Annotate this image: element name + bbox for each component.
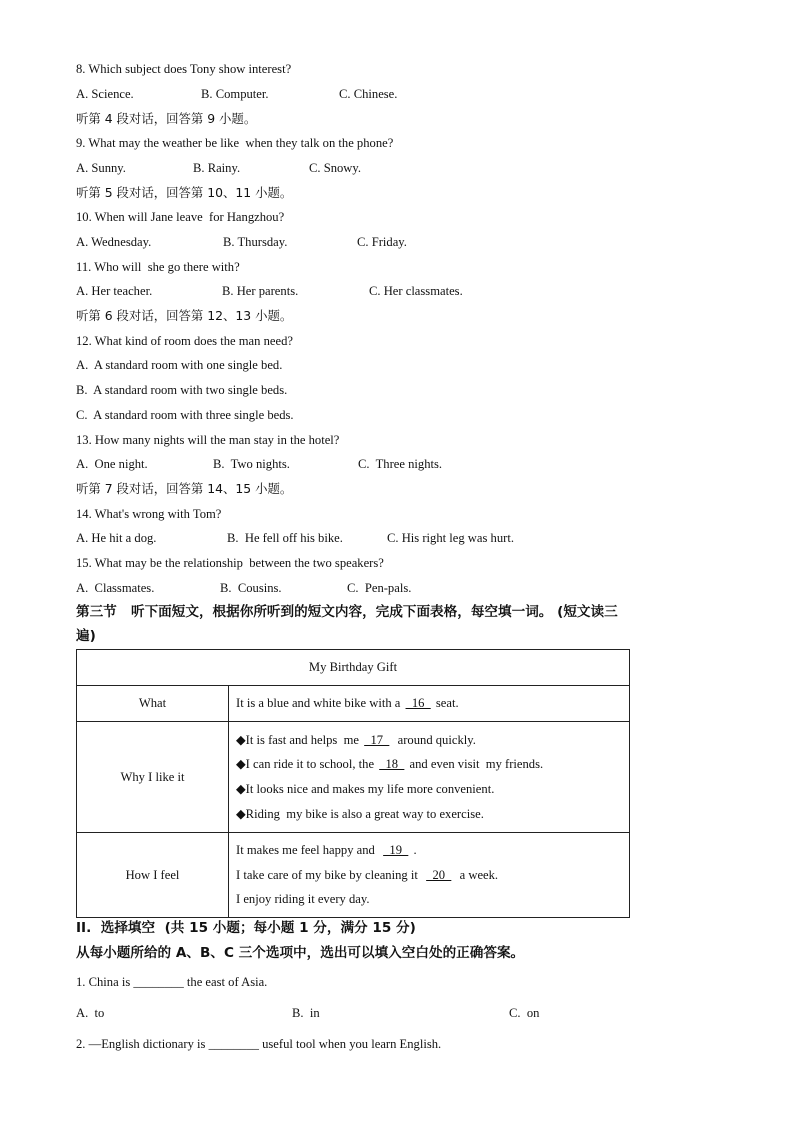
row-content-why <box>229 722 630 833</box>
option-b: B. A standard room with two single beds. <box>76 383 288 397</box>
section-instruction: 听第 4 段对话，回答第 9 小题。 <box>76 111 257 126</box>
option-c: C. on <box>509 1006 540 1020</box>
section-instruction: 听第 7 段对话，回答第 14、15 小题。 <box>76 481 293 496</box>
part2-instruction: 从每小题所给的 A、B、C 三个选项中，选出可以填入空白处的正确答案。 <box>76 945 525 961</box>
option-b: B. Thursday. <box>223 235 288 249</box>
question-text: 13. How many nights will the man stay in the hotel? <box>76 433 340 447</box>
question-text: 9. What may the weather be like when they talk on the phone? <box>76 136 394 150</box>
option-b: B. He fell off his bike. <box>227 531 343 545</box>
question-text: 12. What kind of room does the man need? <box>76 334 293 348</box>
part2-heading: II. 选择填空 (共 15 小题；每小题 1 分，满分 15 分) <box>76 920 416 936</box>
birthday-gift-table <box>76 649 630 918</box>
section-instruction: 听第 5 段对话，回答第 10、11 小题。 <box>76 185 293 200</box>
section-instruction: 听第 6 段对话，回答第 12、13 小题。 <box>76 308 293 323</box>
option-c: C. Her classmates. <box>369 284 463 298</box>
option-c: C. His right leg was hurt. <box>387 531 514 545</box>
row-label-feel: How I feel <box>77 833 229 918</box>
option-a: A. Her teacher. <box>76 284 153 298</box>
option-c: C. Chinese. <box>339 87 398 101</box>
option-a: A. Classmates. <box>76 581 155 595</box>
answer-blank-19[interactable]: 19 <box>383 842 409 857</box>
question-text: 10. When will Jane leave for Hangzhou? <box>76 210 285 224</box>
question-text: 14. What's wrong with Tom? <box>76 507 222 521</box>
row-content-what <box>229 686 630 722</box>
table-line: It makes me feel happy and 19 . <box>236 842 417 857</box>
table-line: It is a blue and white bike with a 16 seat. <box>236 696 459 711</box>
answer-blank-18[interactable]: 18 <box>379 757 405 772</box>
question-text: 1. China is ________ the east of Asia. <box>76 975 268 989</box>
answer-blank-20[interactable]: 20 <box>426 867 452 882</box>
table-line: ◆It looks nice and makes my life more convenient. <box>236 782 495 796</box>
option-c: C. Snowy. <box>309 161 362 175</box>
row-content-feel <box>229 833 630 918</box>
option-a: A. One night. <box>76 457 148 471</box>
section3-heading-cont: 遍) <box>76 628 96 644</box>
option-a: A. A standard room with one single bed. <box>76 358 283 372</box>
option-c: C. Pen-pals. <box>347 581 412 595</box>
option-a: A. Wednesday. <box>76 235 152 249</box>
table-line: ◆Riding my bike is also a great way to exercise. <box>236 806 484 821</box>
option-b: B. Rainy. <box>193 161 241 175</box>
option-a: A. to <box>76 1006 105 1020</box>
option-b: B. Cousins. <box>220 581 282 595</box>
option-a: A. He hit a dog. <box>76 531 157 545</box>
option-b: B. Computer. <box>201 87 269 101</box>
question-text: 15. What may be the relationship between the two speakers? <box>76 556 384 570</box>
option-a: A. Science. <box>76 87 134 101</box>
option-b: B. in <box>292 1006 320 1020</box>
option-c: C. Three nights. <box>358 457 443 471</box>
choice-question-2: 2. —English dictionary is ________ useful tool when you learn English. <box>76 1037 442 1051</box>
question-text: 8. Which subject does Tony show interest? <box>76 62 292 76</box>
table-line: I take care of my bike by cleaning it 20 a week. <box>236 867 499 882</box>
table-line: I enjoy riding it every day. <box>236 892 370 907</box>
option-b: B. Two nights. <box>213 457 290 471</box>
option-c: C. Friday. <box>357 235 407 249</box>
row-label-what: What <box>77 686 229 722</box>
answer-blank-17[interactable]: 17 <box>364 732 390 747</box>
table-line: ◆It is fast and helps me 17 around quickly. <box>236 732 476 747</box>
question-text: 11. Who will she go there with? <box>76 260 240 274</box>
row-label-why: Why I like it <box>77 722 229 833</box>
option-b: B. Her parents. <box>222 284 299 298</box>
table-title: My Birthday Gift <box>77 650 630 686</box>
answer-blank-16[interactable]: 16 <box>405 696 431 711</box>
section3-heading: 第三节 听下面短文，根据你所听到的短文内容，完成下面表格，每空填一词。 (短文读三 <box>76 604 618 620</box>
table-line: ◆I can ride it to school, the 18 and even visit my friends. <box>236 757 544 772</box>
option-a: A. Sunny. <box>76 161 126 175</box>
option-c: C. A standard room with three single beds. <box>76 408 294 422</box>
